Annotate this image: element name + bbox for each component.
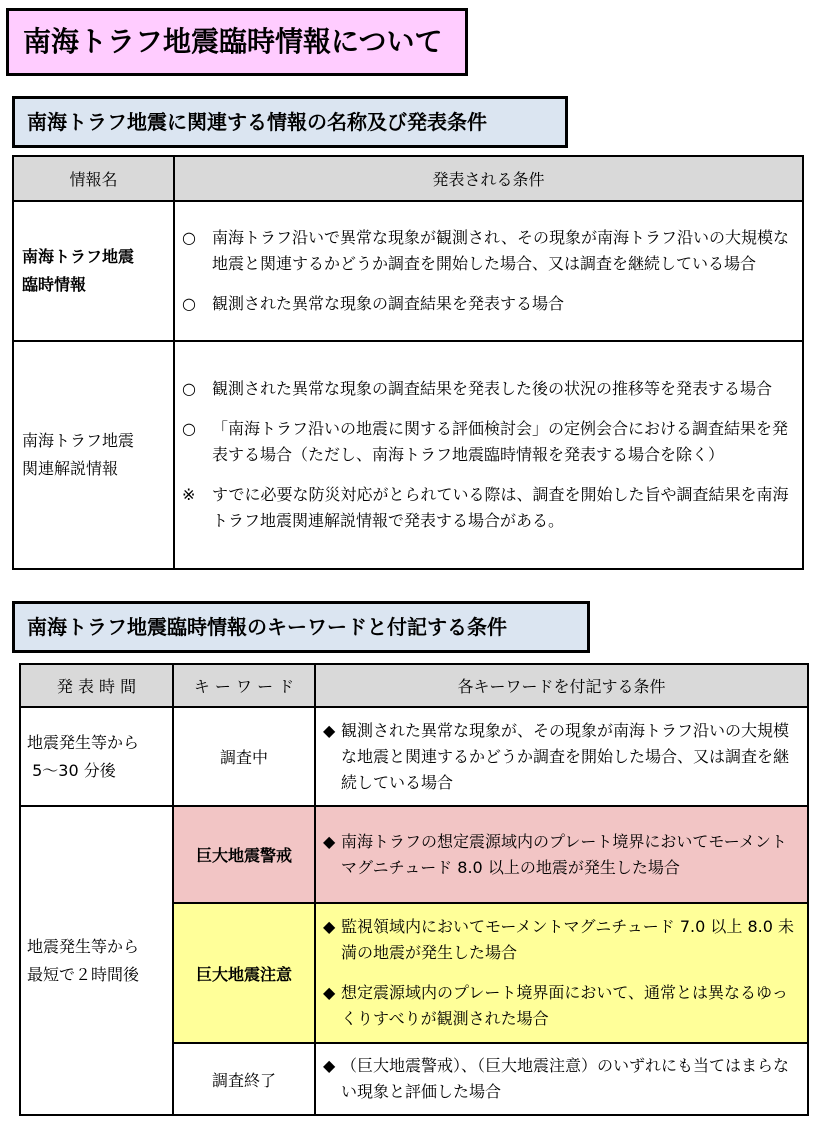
condition-item: ◆ 観測された異常な現象が、その現象が南海トラフ沿いの大規模な地震と関連するかどうか調査を開始した場合、又は調査を継続している場合 [323,718,799,796]
conditions-chousa-shuryo [315,1043,808,1115]
header-keyword: キ ー ワ ー ド [173,664,315,707]
diamond-bullet-icon: ◆ [323,720,336,740]
time-2hours: 地震発生等から 最短で２時間後 [20,806,173,1115]
condition-item: ◆ 監視領域内においてモーメントマグニチュード 7.0 以上 8.0 未満の地震が発生した場合 [323,914,799,966]
condition-item: ◆ 南海トラフの想定震源域内のプレート境界においてモーメントマグニチュード 8.0 以上の地震が発生した場合 [323,829,799,881]
circle-mark: ○ [182,228,196,247]
header-info-name: 情報名 [13,156,174,201]
info-name-rinji: 南海トラフ地震 臨時情報 [13,201,174,341]
diamond-bullet-icon: ◆ [323,917,336,936]
keyword-kyodai-chui: 巨大地震注意 [173,903,315,1043]
page-title: 南海トラフ地震臨時情報について [6,8,468,76]
info-name-kaisetsu: 南海トラフ地震 関連解説情報 [13,341,174,569]
keyword-conditions-table [19,663,809,1116]
condition-item: ◆ 想定震源域内のプレート境界面において、通常とは異なるゆっくりすべりが観測された場合 [323,980,799,1032]
circle-mark: ○ [182,419,196,438]
keyword-kyodai-keikai: 巨大地震警戒 [173,806,315,903]
conditions-kaisetsu [174,341,803,569]
condition-item: ○ 観測された異常な現象の調査結果を発表する場合 [182,291,794,317]
section-title-info-names: 南海トラフ地震に関連する情報の名称及び発表条件 [12,96,568,148]
note-mark: ※ [182,485,196,504]
condition-item: ○ 南海トラフ沿いで異常な現象が観測され、その現象が南海トラフ沿いの大規模な地震と関連するかどうか調査を開始した場合、又は調査を継続している場合 [182,225,794,277]
table-row [20,707,808,806]
condition-item: ◆ （巨大地震警戒）、（巨大地震注意）のいずれにも当てはまらない現象と評価した場合 [323,1053,799,1105]
condition-item: ○ 観測された異常な現象の調査結果を発表した後の状況の推移等を発表する場合 [182,376,794,402]
conditions-kyodai-chui [315,903,808,1043]
table-row [20,806,808,903]
conditions-chousachu [315,707,808,806]
table-header-row [20,664,808,707]
info-conditions-table [12,155,804,570]
time-5-30min: 地震発生等から 5～30 分後 [20,707,173,806]
header-time: 発 表 時 間 [20,664,173,707]
circle-mark: ○ [182,294,196,313]
table-header-row [13,156,803,201]
table-row [13,341,803,569]
table-row [13,201,803,341]
keyword-chousa-shuryo: 調査終了 [173,1043,315,1115]
header-keyword-conditions: 各キーワードを付記する条件 [315,664,808,707]
section-title-keywords: 南海トラフ地震臨時情報のキーワードと付記する条件 [12,601,590,653]
diamond-bullet-icon: ◆ [323,831,336,851]
note-item: ※ すでに必要な防災対応がとられている際は、調査を開始した旨や調査結果を南海トラフ地震関連解説情報で発表する場合がある。 [182,482,794,534]
diamond-bullet-icon: ◆ [323,983,336,1002]
circle-mark: ○ [182,379,196,398]
header-conditions: 発表される条件 [174,156,803,201]
diamond-bullet-icon: ◆ [323,1056,336,1075]
keyword-chousachu: 調査中 [173,707,315,806]
conditions-kyodai-keikai [315,806,808,903]
conditions-rinji [174,201,803,341]
condition-item: ○ 「南海トラフ沿いの地震に関する評価検討会」の定例会合における調査結果を発表する場合（ただし、南海トラフ地震臨時情報を発表する場合を除く） [182,416,794,468]
